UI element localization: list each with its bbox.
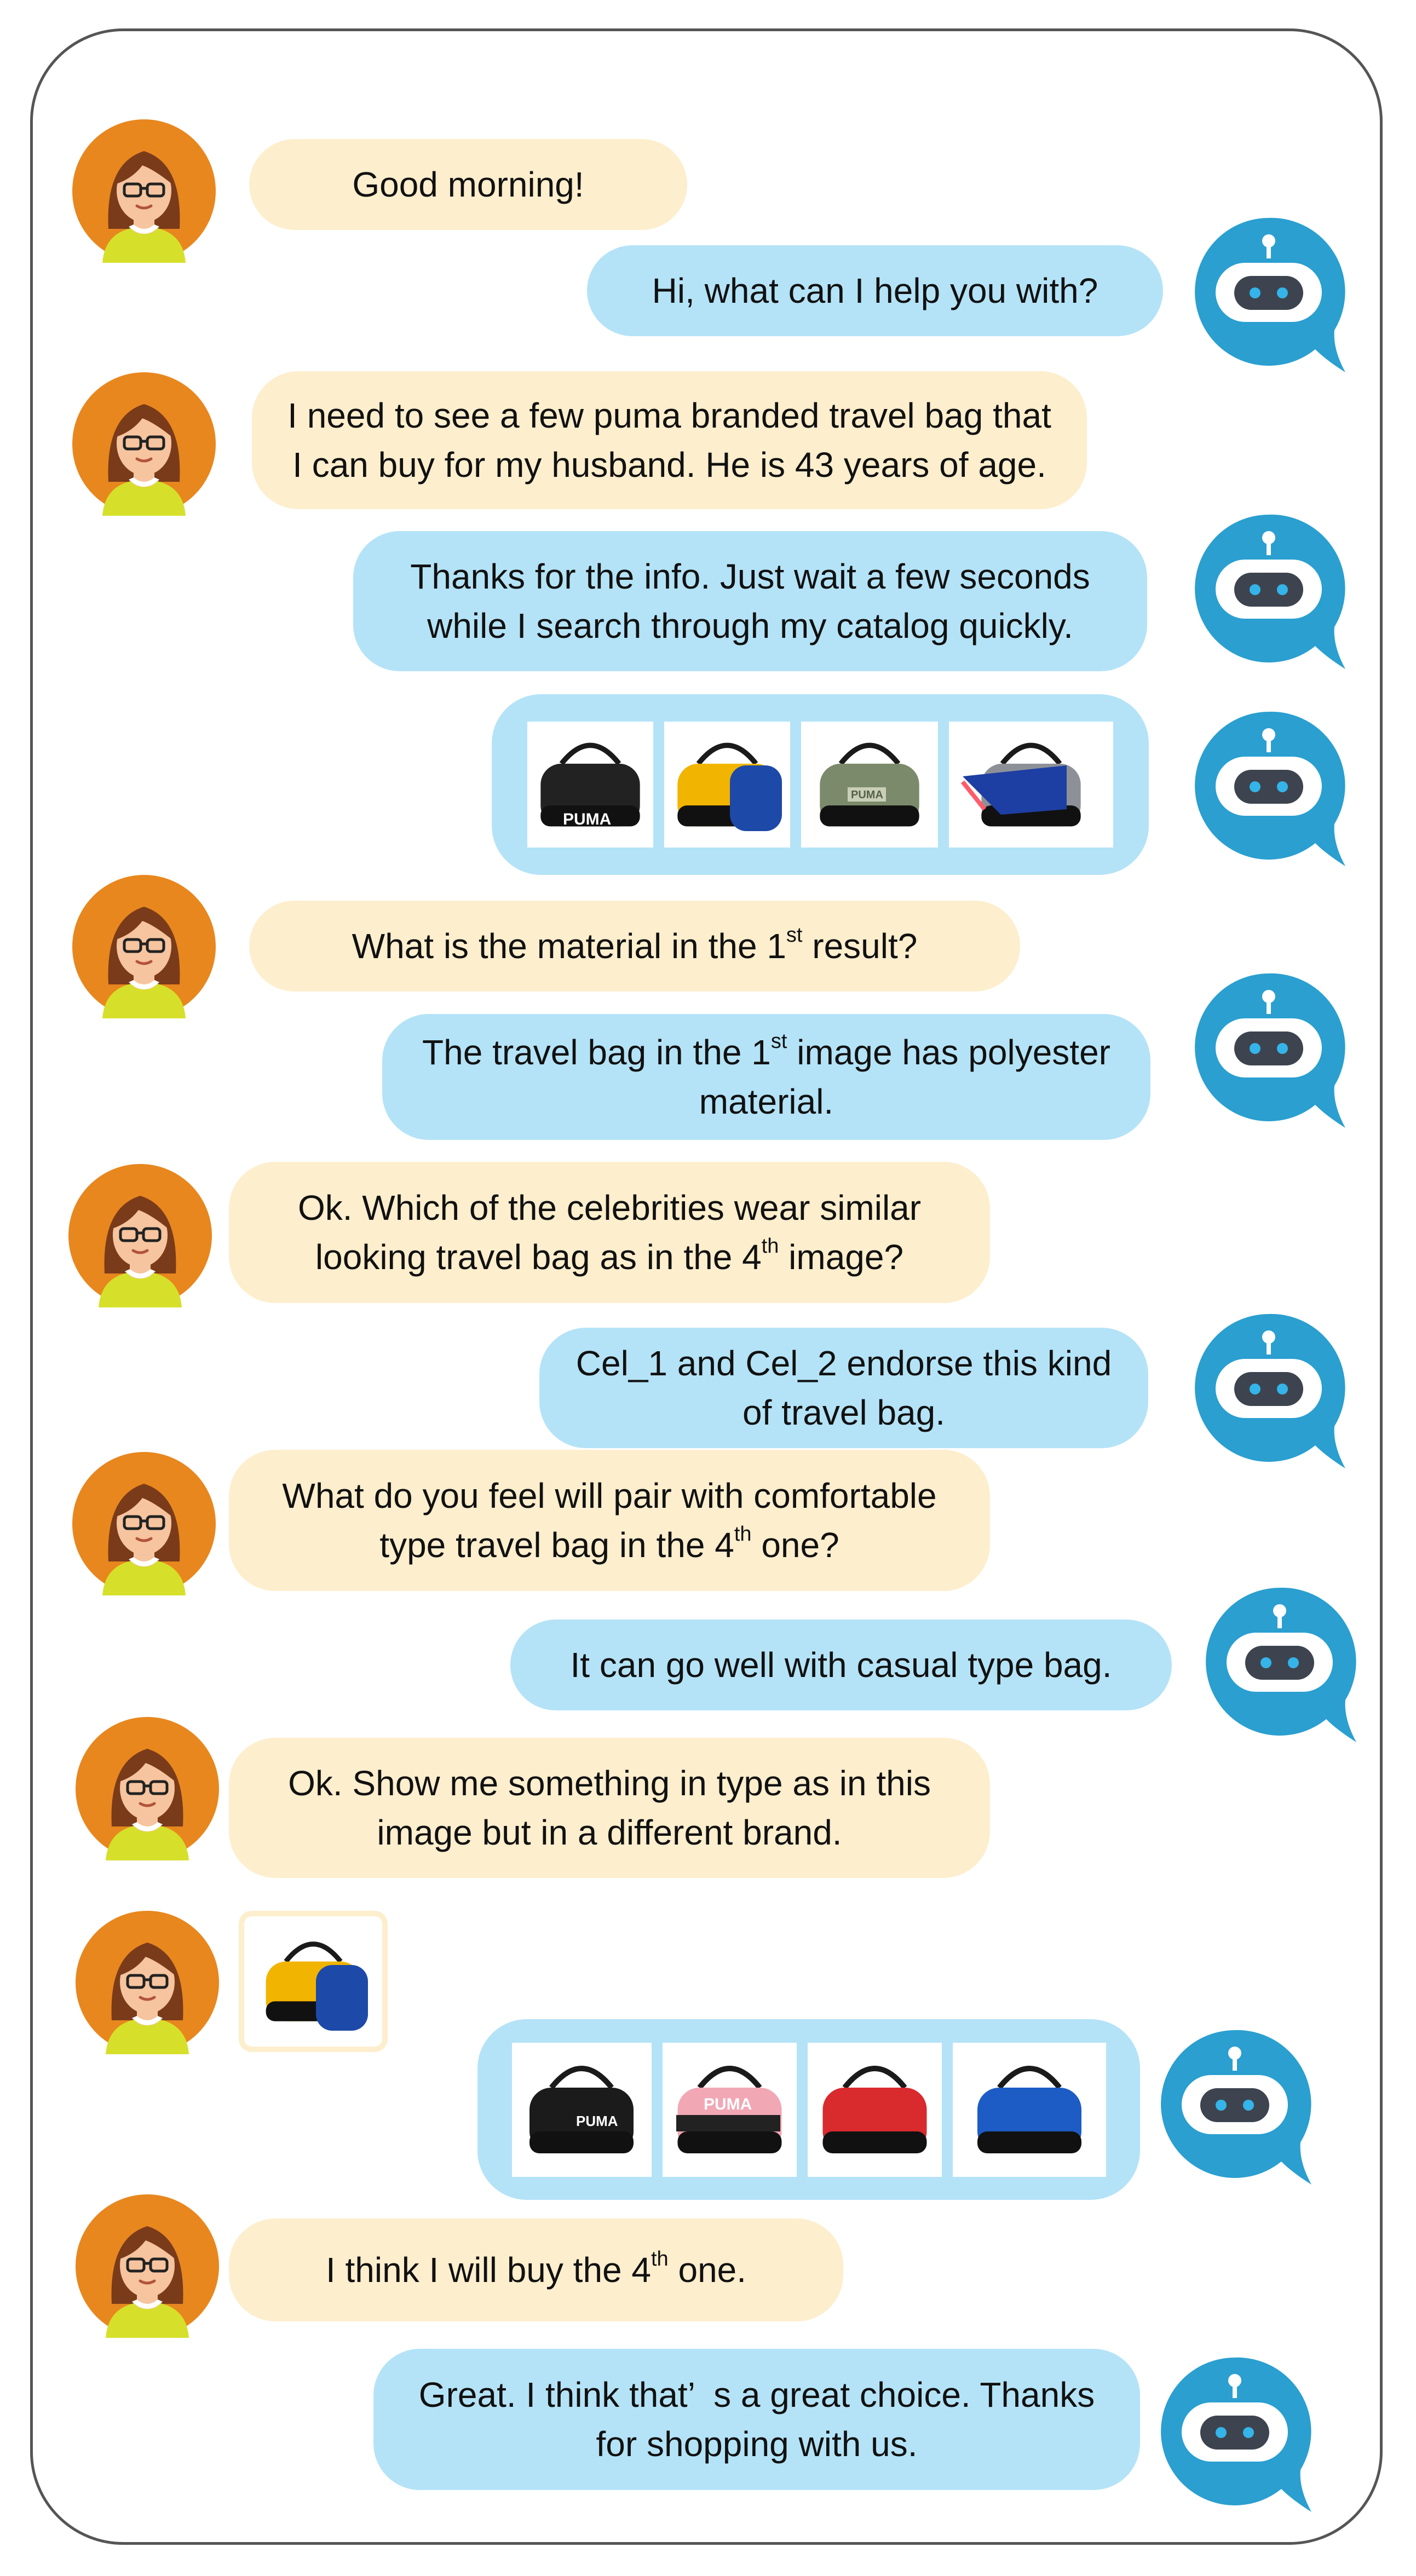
robot-chat-icon xyxy=(1189,968,1348,1132)
bot-image-results xyxy=(477,2019,1140,2200)
user-avatar-icon xyxy=(72,875,216,1018)
user-message: Ok. Which of the celebrities wear similar looking travel bag as in the 4th image? xyxy=(229,1162,990,1303)
user-sent-image[interactable] xyxy=(239,1911,388,2052)
user-avatar-icon xyxy=(76,1717,219,1860)
robot-chat-icon xyxy=(1200,1582,1359,1747)
yellow-blue-duffel-bag-icon xyxy=(253,1927,373,2036)
user-message: What is the material in the 1st result? xyxy=(249,901,1020,992)
robot-chat-icon xyxy=(1155,2352,1314,2516)
result-image-3[interactable] xyxy=(801,722,938,848)
olive-duffel-bag-icon xyxy=(804,727,935,842)
user-message: I think I will buy the 4th one. xyxy=(229,2218,843,2321)
robot-chat-icon xyxy=(1189,706,1348,871)
robot-chat-icon xyxy=(1189,509,1348,673)
pink-duffel-bag-icon xyxy=(665,2049,794,2170)
result-image-2[interactable] xyxy=(663,2043,797,2177)
bot-message: It can go well with casual type bag. xyxy=(510,1620,1172,1710)
user-message: Good morning! xyxy=(249,139,687,230)
result-image-4[interactable] xyxy=(953,2043,1106,2177)
user-message: What do you feel will pair with comfortable type travel bag in the 4th one? xyxy=(229,1450,990,1591)
user-avatar-icon xyxy=(72,1452,216,1595)
result-image-1[interactable] xyxy=(527,722,653,848)
result-image-2[interactable] xyxy=(664,722,790,848)
black-duffel-bag-icon xyxy=(516,2049,647,2170)
bot-image-results xyxy=(492,694,1149,875)
svg-text:PUMA: PUMA xyxy=(851,789,883,801)
user-avatar-icon xyxy=(76,2194,219,2338)
bot-message: Thanks for the info. Just wait a few seconds while I search through my catalog quickly. xyxy=(353,531,1147,671)
user-avatar-icon xyxy=(76,1911,219,2054)
user-message: Ok. Show me something in type as in this image but in a different brand. xyxy=(229,1738,990,1878)
robot-chat-icon xyxy=(1189,212,1348,377)
svg-text:PUMA: PUMA xyxy=(703,2095,752,2113)
svg-text:PUMA: PUMA xyxy=(576,2113,618,2129)
robot-chat-icon xyxy=(1189,1309,1348,1473)
bot-message: Great. I think that’ s a great choice. Thanks for shopping with us. xyxy=(373,2349,1140,2490)
robot-chat-icon xyxy=(1155,2025,1314,2189)
user-message: I need to see a few puma branded travel bag that I can buy for my husband. He is 43 years of age. xyxy=(252,371,1087,509)
svg-text:PUMA: PUMA xyxy=(563,810,612,828)
red-duffel-bag-icon xyxy=(810,2049,939,2170)
black-duffel-bag-icon xyxy=(530,727,651,842)
bot-message: Hi, what can I help you with? xyxy=(587,245,1163,336)
user-avatar-icon xyxy=(68,1164,212,1307)
result-image-1[interactable] xyxy=(512,2043,652,2177)
result-image-4[interactable] xyxy=(949,722,1113,848)
blue-duffel-bag-icon xyxy=(955,2049,1103,2170)
user-avatar-icon xyxy=(72,372,216,516)
result-image-3[interactable] xyxy=(808,2043,942,2177)
bot-message: Cel_1 and Cel_2 endorse this kind of travel bag. xyxy=(539,1328,1148,1448)
user-avatar-icon xyxy=(72,119,216,263)
yellow-blue-duffel-bag-icon xyxy=(667,727,787,842)
grey-blue-duffel-bag-icon xyxy=(952,727,1110,842)
bot-message: The travel bag in the 1st image has polyester material. xyxy=(382,1014,1150,1140)
